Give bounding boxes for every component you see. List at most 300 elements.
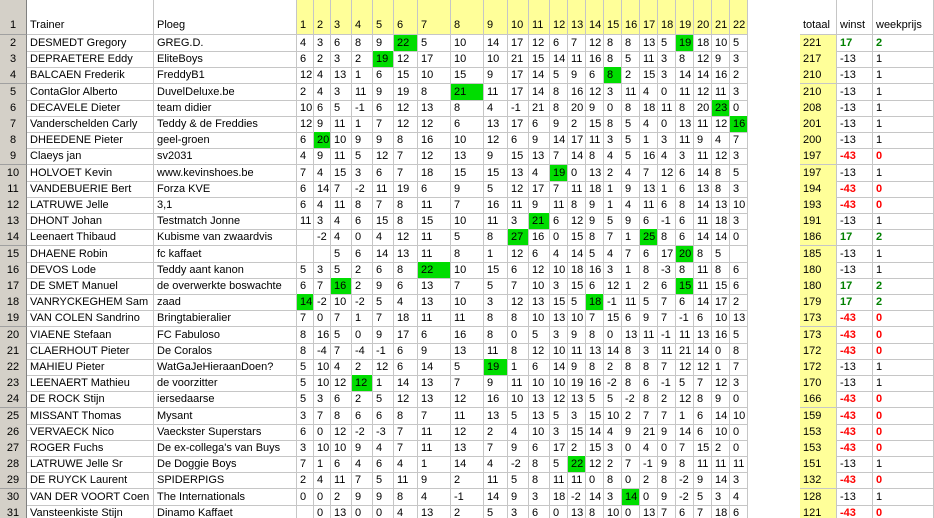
- score-cell[interactable]: -1: [640, 456, 658, 473]
- trainer-cell[interactable]: VAN DER VOORT Coen: [27, 489, 154, 506]
- winst-cell[interactable]: -13: [837, 100, 873, 117]
- score-cell[interactable]: -1: [451, 489, 484, 506]
- score-cell[interactable]: 6: [331, 456, 352, 473]
- column-header-round[interactable]: 8: [451, 0, 484, 35]
- score-cell[interactable]: 12: [352, 375, 373, 392]
- score-cell[interactable]: -2: [622, 391, 640, 408]
- score-cell[interactable]: 2: [451, 505, 484, 518]
- score-cell[interactable]: 18: [418, 165, 451, 182]
- score-cell[interactable]: 6: [676, 165, 694, 182]
- score-cell[interactable]: 9: [622, 213, 640, 230]
- score-cell[interactable]: 11: [508, 197, 529, 214]
- weekprijs-cell[interactable]: 2: [873, 35, 934, 52]
- score-cell[interactable]: 15: [394, 67, 418, 84]
- score-cell[interactable]: 11: [568, 51, 586, 68]
- score-cell[interactable]: 20: [568, 100, 586, 117]
- score-cell[interactable]: 7: [373, 197, 394, 214]
- totaal-cell[interactable]: 151: [800, 456, 837, 473]
- winst-cell[interactable]: -43: [837, 391, 873, 408]
- score-cell[interactable]: 6: [658, 278, 676, 295]
- score-cell[interactable]: 13: [418, 100, 451, 117]
- score-cell[interactable]: 4: [297, 148, 314, 165]
- weekprijs-cell[interactable]: 0: [873, 148, 934, 165]
- score-cell[interactable]: 9: [484, 375, 508, 392]
- score-cell[interactable]: 15: [508, 148, 529, 165]
- score-cell[interactable]: 10: [331, 294, 352, 311]
- score-cell[interactable]: 4: [314, 165, 331, 182]
- score-cell[interactable]: 3: [730, 472, 748, 489]
- score-cell[interactable]: -1: [658, 375, 676, 392]
- score-cell[interactable]: 5: [331, 246, 352, 263]
- score-cell[interactable]: 6: [297, 132, 314, 149]
- score-cell[interactable]: 3: [297, 440, 314, 457]
- score-cell[interactable]: 14: [694, 67, 712, 84]
- score-cell[interactable]: 19: [676, 35, 694, 52]
- score-cell[interactable]: 15: [712, 278, 730, 295]
- score-cell[interactable]: 11: [568, 343, 586, 360]
- score-cell[interactable]: 7: [550, 181, 568, 198]
- score-cell[interactable]: 12: [712, 116, 730, 133]
- score-cell[interactable]: 9: [712, 391, 730, 408]
- score-cell[interactable]: 4: [604, 424, 622, 441]
- score-cell[interactable]: 9: [622, 424, 640, 441]
- score-cell[interactable]: 2: [640, 472, 658, 489]
- score-cell[interactable]: 7: [676, 440, 694, 457]
- trainer-cell[interactable]: MAHIEU Pieter: [27, 359, 154, 376]
- score-cell[interactable]: 21: [451, 84, 484, 101]
- score-cell[interactable]: 0: [658, 116, 676, 133]
- score-cell[interactable]: 12: [694, 84, 712, 101]
- score-cell[interactable]: 0: [314, 310, 331, 327]
- score-cell[interactable]: 6: [640, 246, 658, 263]
- score-cell[interactable]: 5: [730, 327, 748, 344]
- totaal-cell[interactable]: 132: [800, 472, 837, 489]
- score-cell[interactable]: 9: [508, 489, 529, 506]
- score-cell[interactable]: 10: [451, 262, 484, 279]
- weekprijs-cell[interactable]: 0: [873, 505, 934, 518]
- weekprijs-cell[interactable]: 1: [873, 262, 934, 279]
- score-cell[interactable]: 13: [586, 343, 604, 360]
- score-cell[interactable]: 13: [331, 67, 352, 84]
- score-cell[interactable]: 6: [694, 424, 712, 441]
- score-cell[interactable]: [297, 505, 314, 518]
- winst-cell[interactable]: -13: [837, 375, 873, 392]
- score-cell[interactable]: 11: [676, 132, 694, 149]
- trainer-cell[interactable]: ROGER Fuchs: [27, 440, 154, 457]
- score-cell[interactable]: 6: [352, 213, 373, 230]
- score-cell[interactable]: 6: [331, 391, 352, 408]
- score-cell[interactable]: 8: [622, 343, 640, 360]
- score-cell[interactable]: 7: [451, 278, 484, 295]
- totaal-cell[interactable]: 185: [800, 246, 837, 263]
- totaal-cell[interactable]: 191: [800, 213, 837, 230]
- column-header-round[interactable]: 22: [730, 0, 748, 35]
- score-cell[interactable]: 9: [508, 440, 529, 457]
- totaal-cell[interactable]: 179: [800, 294, 837, 311]
- score-cell[interactable]: -3: [658, 262, 676, 279]
- score-cell[interactable]: 21: [676, 343, 694, 360]
- weekprijs-cell[interactable]: 1: [873, 359, 934, 376]
- score-cell[interactable]: 11: [352, 84, 373, 101]
- score-cell[interactable]: -1: [676, 310, 694, 327]
- score-cell[interactable]: 4: [394, 294, 418, 311]
- score-cell[interactable]: 5: [622, 116, 640, 133]
- totaal-cell[interactable]: 217: [800, 51, 837, 68]
- score-cell[interactable]: 6: [694, 310, 712, 327]
- score-cell[interactable]: 5: [373, 472, 394, 489]
- score-cell[interactable]: 14: [550, 132, 568, 149]
- column-header-round[interactable]: 16: [622, 0, 640, 35]
- score-cell[interactable]: 9: [658, 424, 676, 441]
- score-cell[interactable]: 14: [451, 456, 484, 473]
- score-cell[interactable]: 4: [622, 165, 640, 182]
- score-cell[interactable]: 13: [586, 165, 604, 182]
- column-header-ploeg[interactable]: Ploeg: [154, 0, 297, 35]
- score-cell[interactable]: 5: [694, 489, 712, 506]
- score-cell[interactable]: 13: [451, 148, 484, 165]
- score-cell[interactable]: 2: [640, 278, 658, 295]
- score-cell[interactable]: 6: [394, 278, 418, 295]
- weekprijs-cell[interactable]: 1: [873, 132, 934, 149]
- score-cell[interactable]: -2: [352, 181, 373, 198]
- score-cell[interactable]: 19: [373, 51, 394, 68]
- winst-cell[interactable]: -43: [837, 327, 873, 344]
- score-cell[interactable]: 7: [730, 132, 748, 149]
- weekprijs-cell[interactable]: 0: [873, 197, 934, 214]
- trainer-cell[interactable]: Leenaert Thibaud: [27, 229, 154, 246]
- score-cell[interactable]: 10: [529, 375, 550, 392]
- weekprijs-cell[interactable]: 1: [873, 116, 934, 133]
- winst-cell[interactable]: -13: [837, 51, 873, 68]
- score-cell[interactable]: 9: [658, 456, 676, 473]
- score-cell[interactable]: 7: [394, 165, 418, 182]
- score-cell[interactable]: 4: [604, 148, 622, 165]
- score-cell[interactable]: 19: [394, 84, 418, 101]
- score-cell[interactable]: 12: [331, 424, 352, 441]
- score-cell[interactable]: -2: [314, 229, 331, 246]
- totaal-cell[interactable]: 197: [800, 148, 837, 165]
- score-cell[interactable]: 3: [604, 132, 622, 149]
- score-cell[interactable]: 8: [529, 472, 550, 489]
- score-cell[interactable]: -3: [373, 424, 394, 441]
- score-cell[interactable]: 10: [712, 310, 730, 327]
- ploeg-cell[interactable]: iersedaarse: [154, 391, 297, 408]
- score-cell[interactable]: 12: [418, 116, 451, 133]
- weekprijs-cell[interactable]: 2: [873, 294, 934, 311]
- score-cell[interactable]: 3: [331, 51, 352, 68]
- score-cell[interactable]: 0: [314, 489, 331, 506]
- score-cell[interactable]: 1: [508, 359, 529, 376]
- totaal-cell[interactable]: 180: [800, 262, 837, 279]
- weekprijs-cell[interactable]: 0: [873, 440, 934, 457]
- score-cell[interactable]: -2: [352, 424, 373, 441]
- totaal-cell[interactable]: 200: [800, 132, 837, 149]
- score-cell[interactable]: 7: [550, 148, 568, 165]
- score-cell[interactable]: 15: [586, 116, 604, 133]
- score-cell[interactable]: 7: [352, 472, 373, 489]
- score-cell[interactable]: 12: [297, 116, 314, 133]
- score-cell[interactable]: 3: [314, 213, 331, 230]
- weekprijs-cell[interactable]: 0: [873, 472, 934, 489]
- score-cell[interactable]: 1: [658, 181, 676, 198]
- score-cell[interactable]: 8: [640, 359, 658, 376]
- score-cell[interactable]: 10: [451, 51, 484, 68]
- score-cell[interactable]: 9: [314, 116, 331, 133]
- score-cell[interactable]: 4: [331, 359, 352, 376]
- trainer-cell[interactable]: DEVOS Lode: [27, 262, 154, 279]
- totaal-cell[interactable]: 208: [800, 100, 837, 117]
- score-cell[interactable]: 9: [373, 84, 394, 101]
- column-header-round[interactable]: 11: [529, 0, 550, 35]
- score-cell[interactable]: 10: [529, 278, 550, 295]
- score-cell[interactable]: 13: [331, 505, 352, 518]
- score-cell[interactable]: 10: [451, 132, 484, 149]
- score-cell[interactable]: -2: [568, 489, 586, 506]
- score-cell[interactable]: 12: [694, 359, 712, 376]
- score-cell[interactable]: -1: [658, 213, 676, 230]
- totaal-cell[interactable]: 210: [800, 67, 837, 84]
- score-cell[interactable]: 11: [418, 229, 451, 246]
- score-cell[interactable]: 10: [550, 262, 568, 279]
- score-cell[interactable]: 14: [676, 424, 694, 441]
- winst-cell[interactable]: 17: [837, 294, 873, 311]
- score-cell[interactable]: 3: [730, 375, 748, 392]
- score-cell[interactable]: 8: [586, 229, 604, 246]
- score-cell[interactable]: 5: [529, 327, 550, 344]
- score-cell[interactable]: 5: [484, 181, 508, 198]
- score-cell[interactable]: 5: [508, 408, 529, 425]
- column-header-round[interactable]: 3: [331, 0, 352, 35]
- score-cell[interactable]: 6: [394, 359, 418, 376]
- score-cell[interactable]: 13: [418, 391, 451, 408]
- score-cell[interactable]: 11: [331, 197, 352, 214]
- score-cell[interactable]: 14: [484, 35, 508, 52]
- score-cell[interactable]: 11: [622, 84, 640, 101]
- score-cell[interactable]: 23: [712, 100, 730, 117]
- score-cell[interactable]: 0: [604, 327, 622, 344]
- score-cell[interactable]: 9: [712, 51, 730, 68]
- score-cell[interactable]: 7: [568, 35, 586, 52]
- score-cell[interactable]: 8: [394, 213, 418, 230]
- score-cell[interactable]: 3: [658, 67, 676, 84]
- score-cell[interactable]: 11: [586, 132, 604, 149]
- score-cell[interactable]: 7: [658, 505, 676, 518]
- score-cell[interactable]: 1: [622, 278, 640, 295]
- score-cell[interactable]: 11: [712, 456, 730, 473]
- score-cell[interactable]: 17: [712, 294, 730, 311]
- score-cell[interactable]: 8: [451, 246, 484, 263]
- score-cell[interactable]: 9: [568, 67, 586, 84]
- score-cell[interactable]: 0: [568, 165, 586, 182]
- score-cell[interactable]: 5: [451, 359, 484, 376]
- score-cell[interactable]: 8: [694, 246, 712, 263]
- score-cell[interactable]: 6: [297, 197, 314, 214]
- score-cell[interactable]: 15: [418, 213, 451, 230]
- score-cell[interactable]: 8: [676, 262, 694, 279]
- score-cell[interactable]: 5: [484, 278, 508, 295]
- score-cell[interactable]: 10: [529, 424, 550, 441]
- score-cell[interactable]: 11: [550, 197, 568, 214]
- winst-cell[interactable]: -43: [837, 181, 873, 198]
- score-cell[interactable]: 3: [314, 391, 331, 408]
- score-cell[interactable]: 8: [658, 472, 676, 489]
- winst-cell[interactable]: -13: [837, 116, 873, 133]
- score-cell[interactable]: 12: [550, 391, 568, 408]
- score-cell[interactable]: 4: [712, 132, 730, 149]
- score-cell[interactable]: 7: [331, 181, 352, 198]
- score-cell[interactable]: 3: [529, 489, 550, 506]
- ploeg-cell[interactable]: team didier: [154, 100, 297, 117]
- score-cell[interactable]: 13: [640, 181, 658, 198]
- column-header-round[interactable]: 4: [352, 0, 373, 35]
- score-cell[interactable]: 0: [640, 489, 658, 506]
- score-cell[interactable]: 6: [314, 100, 331, 117]
- totaal-cell[interactable]: 186: [800, 229, 837, 246]
- score-cell[interactable]: 11: [418, 440, 451, 457]
- score-cell[interactable]: 5: [568, 294, 586, 311]
- score-cell[interactable]: 5: [712, 246, 730, 263]
- score-cell[interactable]: 17: [418, 51, 451, 68]
- score-cell[interactable]: 1: [712, 359, 730, 376]
- score-cell[interactable]: 11: [484, 84, 508, 101]
- score-cell[interactable]: 6: [418, 181, 451, 198]
- score-cell[interactable]: 13: [712, 197, 730, 214]
- score-cell[interactable]: 17: [508, 116, 529, 133]
- score-cell[interactable]: 2: [352, 278, 373, 295]
- score-cell[interactable]: 7: [314, 278, 331, 295]
- score-cell[interactable]: 13: [640, 35, 658, 52]
- score-cell[interactable]: 14: [676, 67, 694, 84]
- ploeg-cell[interactable]: de overwerkte boswachte: [154, 278, 297, 295]
- score-cell[interactable]: 5: [484, 505, 508, 518]
- score-cell[interactable]: 0: [730, 229, 748, 246]
- score-cell[interactable]: 10: [451, 35, 484, 52]
- weekprijs-cell[interactable]: 1: [873, 489, 934, 506]
- weekprijs-cell[interactable]: 1: [873, 100, 934, 117]
- score-cell[interactable]: 0: [352, 229, 373, 246]
- score-cell[interactable]: 14: [373, 246, 394, 263]
- score-cell[interactable]: 5: [622, 132, 640, 149]
- score-cell[interactable]: 7: [508, 278, 529, 295]
- score-cell[interactable]: 5: [297, 391, 314, 408]
- score-cell[interactable]: 8: [676, 456, 694, 473]
- ploeg-cell[interactable]: WatGaJeHieraanDoen?: [154, 359, 297, 376]
- score-cell[interactable]: 9: [694, 132, 712, 149]
- ploeg-cell[interactable]: Kubisme van zwaardvis: [154, 229, 297, 246]
- score-cell[interactable]: 9: [586, 213, 604, 230]
- score-cell[interactable]: 21: [529, 213, 550, 230]
- score-cell[interactable]: 7: [394, 424, 418, 441]
- score-cell[interactable]: 6: [352, 408, 373, 425]
- score-cell[interactable]: 4: [484, 456, 508, 473]
- score-cell[interactable]: 8: [484, 327, 508, 344]
- score-cell[interactable]: 13: [568, 505, 586, 518]
- score-cell[interactable]: 7: [694, 375, 712, 392]
- score-cell[interactable]: 5: [586, 391, 604, 408]
- score-cell[interactable]: 12: [394, 229, 418, 246]
- score-cell[interactable]: 6: [658, 197, 676, 214]
- score-cell[interactable]: 7: [586, 310, 604, 327]
- score-cell[interactable]: 11: [484, 343, 508, 360]
- score-cell[interactable]: 5: [451, 229, 484, 246]
- score-cell[interactable]: 1: [484, 246, 508, 263]
- score-cell[interactable]: 3: [658, 132, 676, 149]
- score-cell[interactable]: 8: [604, 35, 622, 52]
- score-cell[interactable]: 7: [622, 456, 640, 473]
- score-cell[interactable]: 6: [331, 35, 352, 52]
- score-cell[interactable]: 18: [694, 35, 712, 52]
- score-cell[interactable]: 9: [418, 343, 451, 360]
- score-cell[interactable]: 11: [418, 197, 451, 214]
- score-cell[interactable]: 14: [394, 375, 418, 392]
- score-cell[interactable]: 5: [586, 246, 604, 263]
- score-cell[interactable]: 8: [484, 229, 508, 246]
- ploeg-cell[interactable]: The Internationals: [154, 489, 297, 506]
- score-cell[interactable]: 11: [712, 84, 730, 101]
- score-cell[interactable]: 6: [373, 456, 394, 473]
- score-cell[interactable]: 2: [604, 165, 622, 182]
- column-header-round[interactable]: 21: [712, 0, 730, 35]
- score-cell[interactable]: 18: [712, 213, 730, 230]
- score-cell[interactable]: 6: [694, 408, 712, 425]
- column-header-round[interactable]: 6: [394, 0, 418, 35]
- score-cell[interactable]: 2: [730, 294, 748, 311]
- score-cell[interactable]: -2: [352, 294, 373, 311]
- totaal-cell[interactable]: 194: [800, 181, 837, 198]
- score-cell[interactable]: 9: [568, 359, 586, 376]
- score-cell[interactable]: 3: [550, 278, 568, 295]
- score-cell[interactable]: [730, 246, 748, 263]
- score-cell[interactable]: 5: [550, 408, 568, 425]
- winst-cell[interactable]: 17: [837, 229, 873, 246]
- winst-cell[interactable]: -13: [837, 489, 873, 506]
- score-cell[interactable]: 9: [529, 132, 550, 149]
- winst-cell[interactable]: -43: [837, 408, 873, 425]
- score-cell[interactable]: 10: [604, 408, 622, 425]
- score-cell[interactable]: 8: [451, 100, 484, 117]
- score-cell[interactable]: 5: [373, 294, 394, 311]
- score-cell[interactable]: 16: [314, 327, 331, 344]
- score-cell[interactable]: 15: [331, 165, 352, 182]
- score-cell[interactable]: 12: [373, 148, 394, 165]
- totaal-cell[interactable]: 172: [800, 343, 837, 360]
- score-cell[interactable]: 13: [676, 116, 694, 133]
- ploeg-cell[interactable]: Teddy & de Freddies: [154, 116, 297, 133]
- trainer-cell[interactable]: DE ROCK Stijn: [27, 391, 154, 408]
- score-cell[interactable]: 13: [418, 505, 451, 518]
- score-cell[interactable]: 8: [394, 408, 418, 425]
- score-cell[interactable]: 4: [550, 246, 568, 263]
- score-cell[interactable]: 9: [373, 132, 394, 149]
- score-cell[interactable]: 10: [712, 35, 730, 52]
- score-cell[interactable]: 11: [331, 472, 352, 489]
- score-cell[interactable]: 13: [640, 505, 658, 518]
- score-cell[interactable]: 9: [352, 440, 373, 457]
- score-cell[interactable]: 18: [640, 100, 658, 117]
- score-cell[interactable]: 14: [586, 424, 604, 441]
- trainer-cell[interactable]: LEENAERT Mathieu: [27, 375, 154, 392]
- score-cell[interactable]: 10: [314, 440, 331, 457]
- score-cell[interactable]: 12: [586, 35, 604, 52]
- score-cell[interactable]: 7: [694, 505, 712, 518]
- score-cell[interactable]: 3: [730, 181, 748, 198]
- score-cell[interactable]: 15: [550, 294, 568, 311]
- ploeg-cell[interactable]: DuvelDeluxe.be: [154, 84, 297, 101]
- score-cell[interactable]: -1: [658, 327, 676, 344]
- score-cell[interactable]: 11: [622, 294, 640, 311]
- ploeg-cell[interactable]: Dinamo Kaffaet: [154, 505, 297, 518]
- score-cell[interactable]: 8: [586, 505, 604, 518]
